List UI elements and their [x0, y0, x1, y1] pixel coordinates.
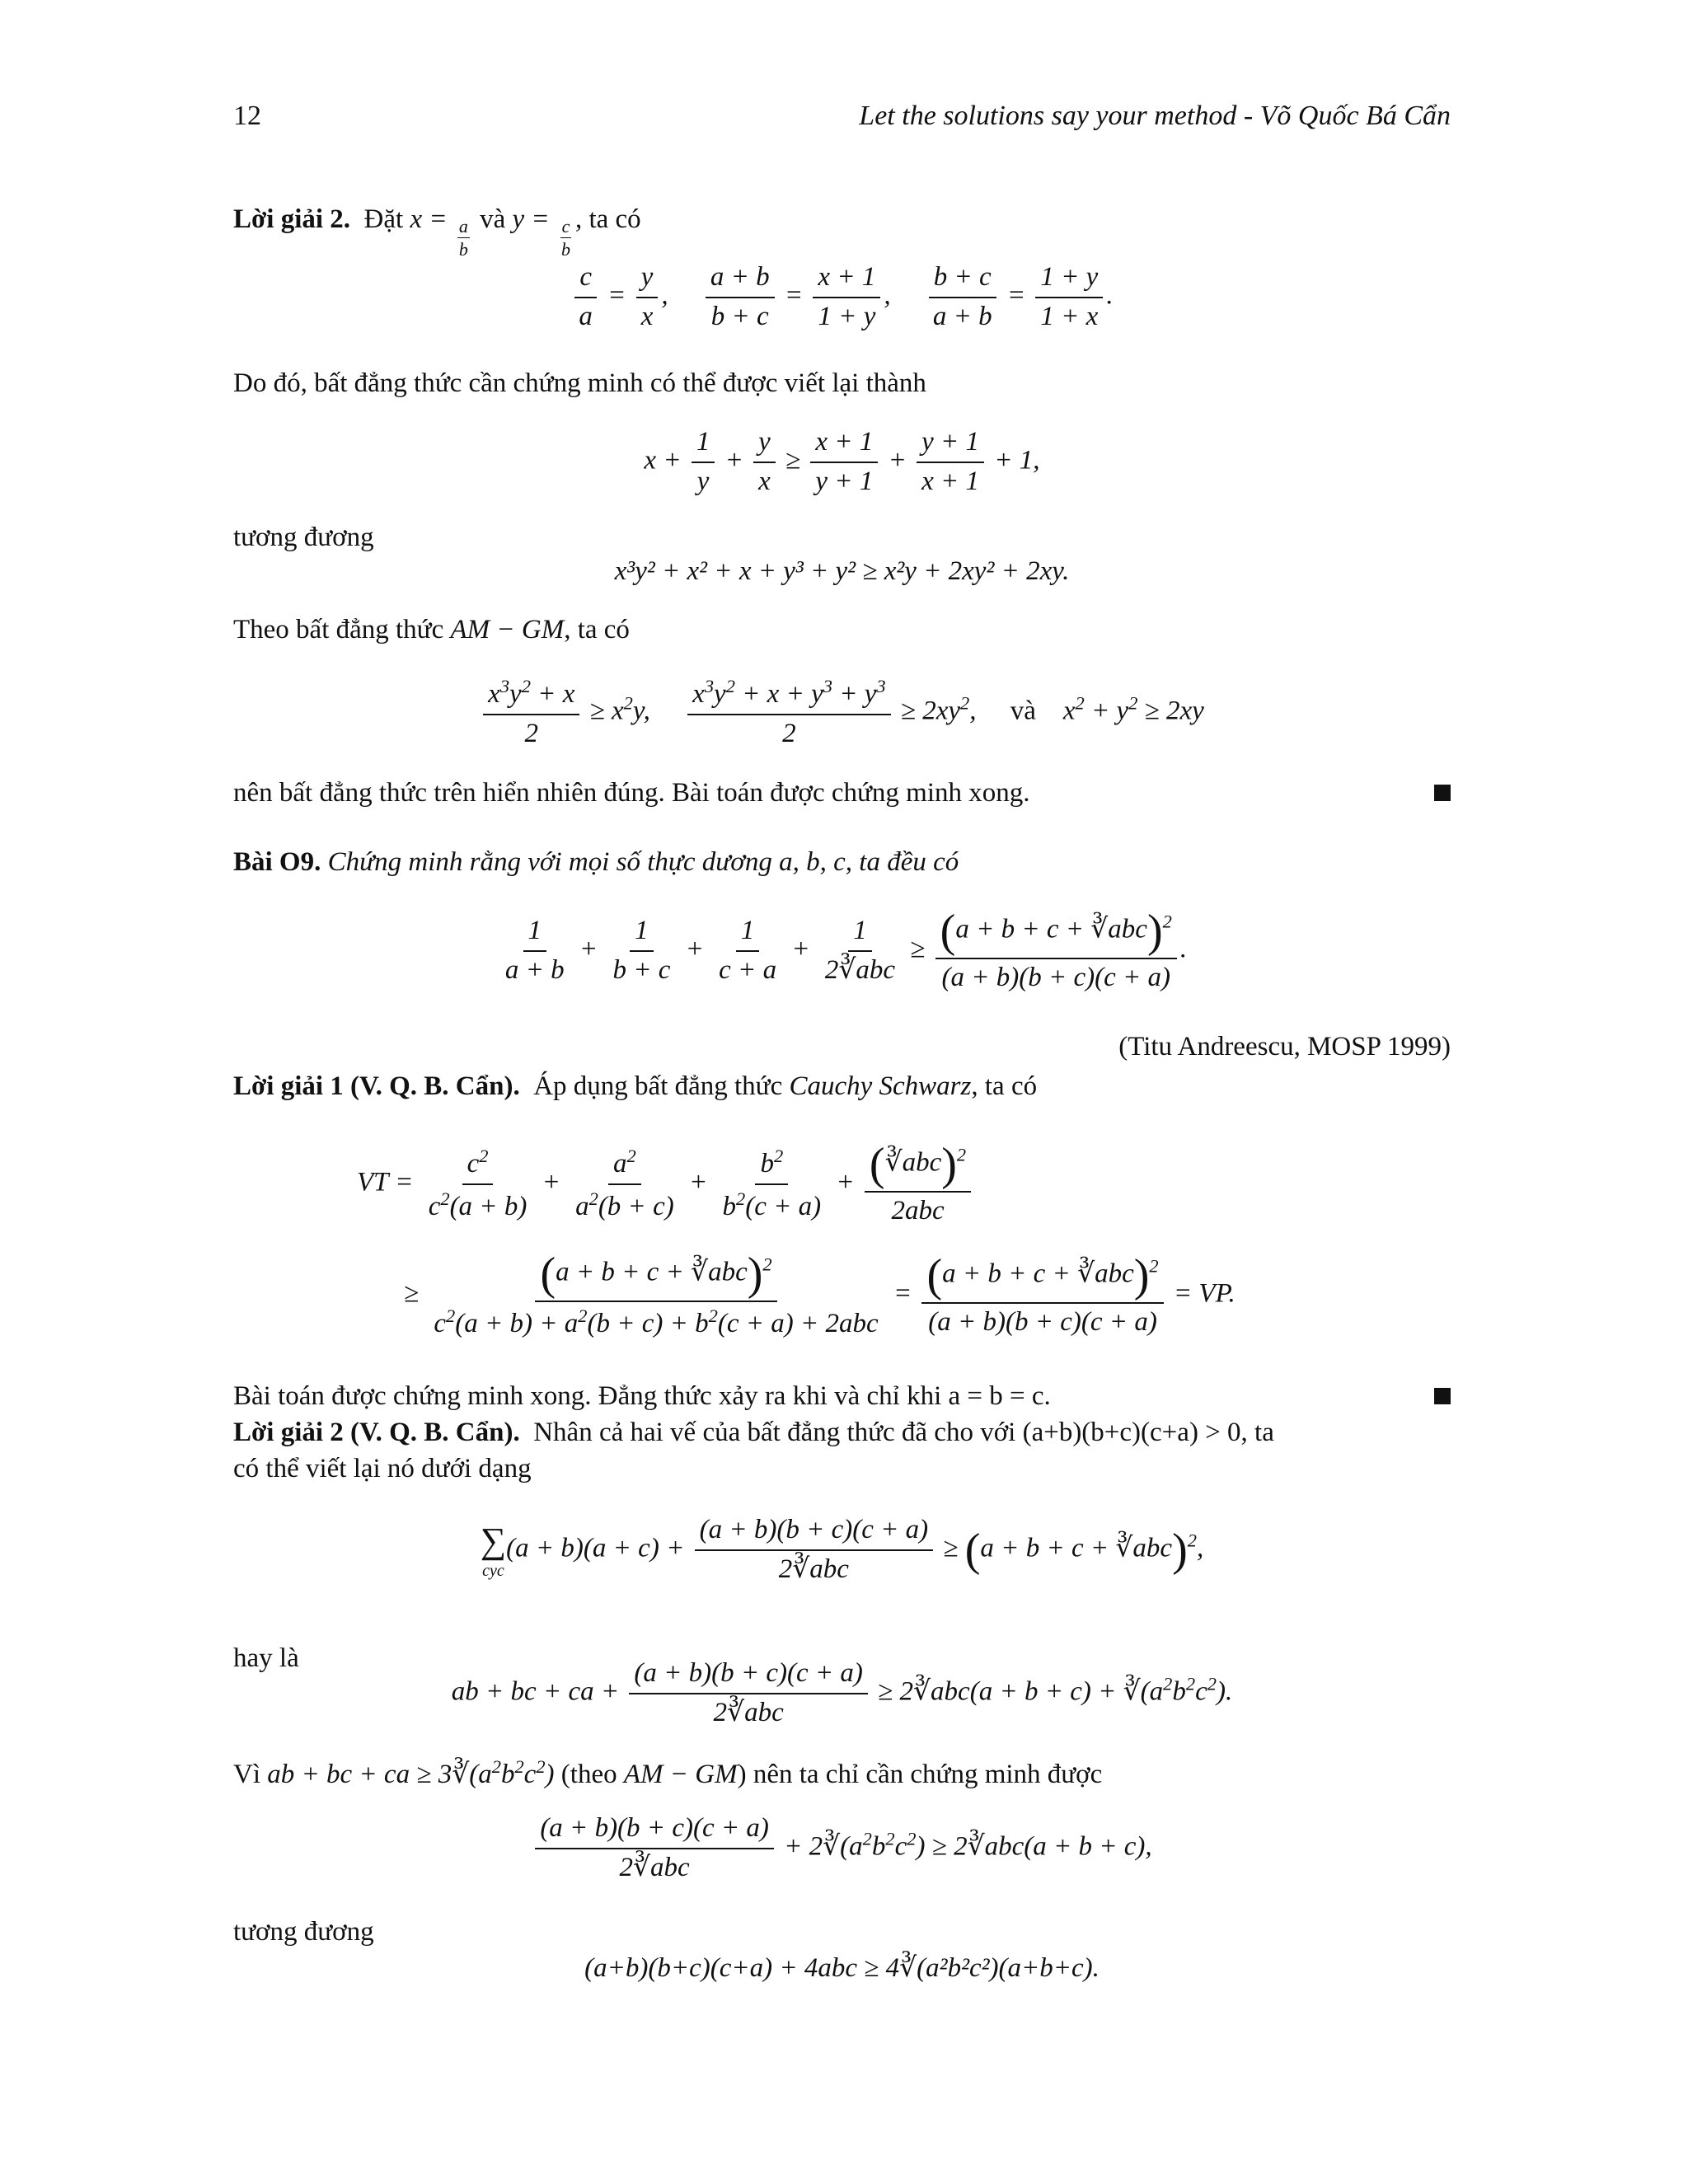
- y-def: y =: [512, 204, 550, 234]
- amgm-text: Theo bất đẳng thức AM − GM, ta có: [233, 615, 630, 644]
- x-def: x =: [410, 204, 448, 234]
- rewrite-text: Do đó, bất đẳng thức cần chứng minh có thể được viết lại thành: [233, 368, 926, 398]
- qed-mark-2: [1434, 1388, 1451, 1404]
- amgm-name: AM − GM: [450, 615, 565, 644]
- inequality-b: ab + bc + ca + $\frac{(a + b)(b + c)(c + a)}{\text{2∛abc}}$ ≥ 2∛abc(a + $b + c) + ∛(a^2b^2c^2)$.: [451, 1658, 1233, 1727]
- intro-va: và: [480, 204, 506, 234]
- substitution-formulas: $\frac{c}{a}$ = $\frac{y}{x}$ , $\frac{a + b}{b + c}$ = $\frac{x + 1}{1 + y}$ , $\frac{b + c}{a + b}$ = $\frac{1 + y}{1 + x}$ .: [233, 262, 1451, 333]
- page-number: 12: [233, 101, 261, 131]
- qed-mark: [1434, 785, 1451, 801]
- inequality-d: (a+b)(b+c)(c+a) + 4abc ≥ 4∛(a²b²c²)(a+b+c).: [584, 1953, 1100, 1983]
- o9-solution1-line2: ≥ $\frac{(a + b + c + ∛abc)^2}{c^2(a + b) + a^2(b + c) + b^2(c + a) + 2abc}$ = $\frac{(a + b + c + ∛abc)^2}{(a + b)(b + c)(c + a)}$ = VP.: [404, 1249, 1236, 1338]
- hay-la-label: hay là: [233, 1643, 299, 1673]
- inequality-1: x + $\frac{1}{y}$ + $\frac{y}{x}$ ≥ $\frac{x + 1}{y + 1}$ + $\frac{y + 1}{x + 1}$ + 1,: [644, 427, 1040, 496]
- problem-o9: [233, 844, 1451, 880]
- solution2-intro: Lời giải 2. Đặt x = $\frac{a}{b}$ và y = $\frac{c}{b}$ , ta có: [233, 204, 641, 260]
- inequality-sum: ∑ cyc (a + b)(a + c) + $\frac{(a + b)(b + c)(c + a)}{\text{2∛abc}}$ ≥ (a + b + c + ∛abc)$^2$,: [480, 1515, 1204, 1584]
- vi-line: Vì ab + bc + ca ≥ $3∛(a^2b^2c^2)$ (theo AM − GM) nên ta chỉ cần chứng minh được: [233, 1756, 1103, 1789]
- inequality-2: x³y² + x² + x + y³ + y² ≥ x²y + 2xy² + 2xy.: [614, 556, 1070, 586]
- problem-statement: Chứng minh rằng với mọi số thực dương a, b, c, ta đều có: [327, 847, 959, 877]
- o9-solution2-heading: Lời giải 2 (V. Q. B. Cẩn).: [233, 1418, 520, 1447]
- and-word: và: [1010, 696, 1036, 726]
- equiv-label-2: tương đương: [233, 1917, 374, 1947]
- o9-solution2-intro: Lời giải 2 (V. Q. B. Cẩn). Nhân cả hai vế của bất đẳng thức đã cho với (a+b)(b+c)(c+a) > 0, ta: [233, 1418, 1274, 1447]
- intro-dat: Đặt: [363, 204, 404, 234]
- problem-label: Bài O9.: [233, 847, 321, 877]
- o9-solution1-heading: Lời giải 1 (V. Q. B. Cẩn).: [233, 1071, 520, 1101]
- main-inequality: $\frac{1}{a + b}$ + $\frac{1}{b + c}$ + $\frac{1}{c + a}$ + $\frac{1}{\text{2∛abc}}$ ≥ $\frac{(a + b + c + ∛abc)^2}{(a + b)(b + c)(c + a)}$ .: [504, 906, 1188, 992]
- problem-source: (Titu Andreescu, MOSP 1999): [1118, 1032, 1451, 1062]
- inequality-c: $\frac{(a + b)(b + c)(c + a)}{\text{2∛abc}}$ + $2∛(a^2b^2c^2)$ ≥ 2∛abc(a + b + c),: [233, 1813, 1451, 1884]
- solution2-heading: Lời giải 2.: [233, 204, 351, 234]
- equiv-label-1: tương đương: [233, 523, 374, 552]
- o9-solution1-intro: Lời giải 1 (V. Q. B. Cẩn). Áp dụng bất đẳng thức Cauchy Schwarz, ta có: [233, 1071, 1038, 1101]
- solution2-conclusion: nên bất đẳng thức trên hiển nhiên đúng. Bài toán được chứng minh xong.: [233, 778, 1030, 808]
- running-title: Let the solutions say your method - Võ Quốc Bá Cẩn: [859, 101, 1451, 131]
- o9-solution1-conclusion: Bài toán được chứng minh xong. Đẳng thức xảy ra khi và chỉ khi a = b = c.: [233, 1381, 1051, 1411]
- cauchy-schwarz: Cauchy Schwarz: [789, 1071, 972, 1101]
- o9-solution1-line1: VT = $\frac{c^2}{c^2(a + b)}$ + $\frac{a^2}{a^2(b + c)}$ + $\frac{b^2}{b^2(c + a)}$ + $\frac{(∛abc)^2}{\text{2abc}}$: [357, 1141, 974, 1227]
- o9-solution2-line2: có thể viết lại nó dưới dạng: [233, 1454, 532, 1483]
- intro-end: , ta có: [574, 204, 641, 234]
- amgm-inequalities: $\frac{x^3y^2 + x}{2}$ ≥ $x^2y$, $\frac{x^3y^2 + x + y^3 + y^3}{2}$ ≥ $2xy^2$, và $x^2 + y^2 \ge 2xy$: [233, 676, 1451, 750]
